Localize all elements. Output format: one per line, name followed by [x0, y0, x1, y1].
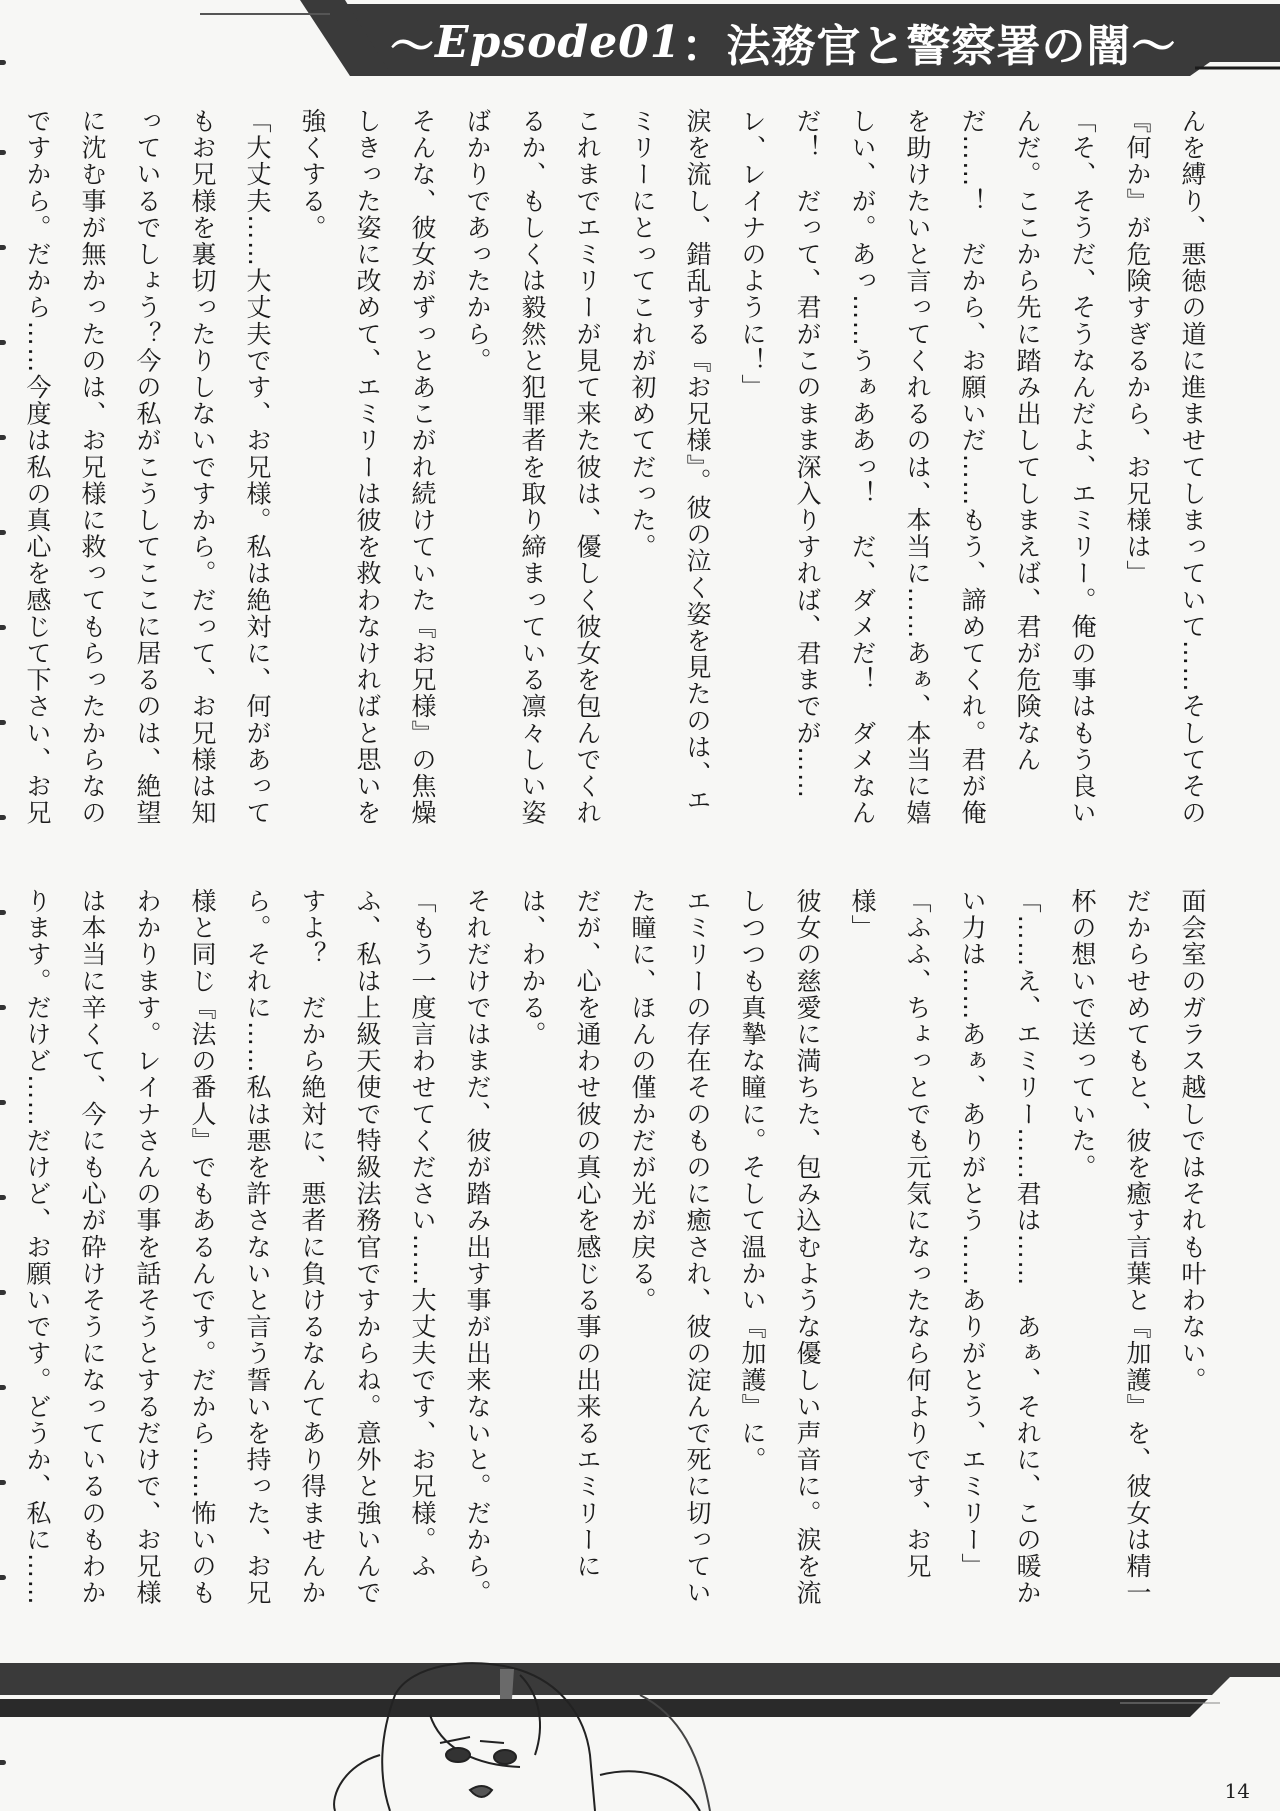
paragraph: だからせめてもと、彼を癒す言葉と『加護』を、彼女は精一杯の想いで送っていた。: [1068, 888, 1152, 1607]
paragraph: 「ふふ、ちょっとでも元気になったなら何よりです、お兄様」: [848, 888, 932, 1580]
body-text-lower: [23, 888, 1220, 1618]
paragraph: それだけではまだ、彼が踏み出す事が出来ないと。だから。: [463, 888, 492, 1607]
paragraph: 彼女の慈愛に満ちた、包み込むような優しい声音に。涙を流しつつも真摯な瞳に。そして温かい『加護』に。: [738, 888, 822, 1607]
paragraph: 「……え、エミリー……君は…… あぁ、それに、この暖かい力は……あぁ、ありがとう……ありがとう、エミリー」: [958, 888, 1042, 1607]
body-text-upper: [23, 108, 1220, 838]
paragraph: んを縛り、悪徳の道に進ませてしまっていて……そしてその『何か』が危険すぎるから、お兄様は」: [1123, 108, 1207, 827]
page-number: 14: [1224, 1779, 1250, 1803]
title-prefix: 〜: [390, 21, 435, 72]
paragraph: 面会室のガラス越しではそれも叶わない。: [1178, 888, 1207, 1394]
paragraph: 「大丈夫……大丈夫です、お兄様。私は絶対に、何があってもお兄様を裏切ったりしないですから。だって、お兄様は知っているでしょう？今の私がこうしてここに居るのは、絶望に沈む事が無かったのは、お兄様に救ってもらったからなのですから。だから……今度は私の真心を感じて下さい、お兄: [23, 108, 272, 827]
title-japanese: 法務官と警察署の闇: [726, 21, 1132, 72]
title-episode-number: Epsode01: [435, 16, 682, 68]
title-separator: ：: [681, 21, 727, 72]
episode-header: [0, 0, 1280, 80]
paragraph: だが、心を通わせ彼の真心を感じる事の出来るエミリーには、わかる。: [518, 888, 602, 1580]
paragraph: 涙を流し、錯乱する『お兄様』。彼の泣く姿を見たのは、エミリーにとってこれが初めてだった。: [628, 108, 712, 814]
paragraph: 「そ、そうだ、そうなんだよ、エミリー。俺の事はもう良いんだ。ここから先に踏み出してしまえば、君が危険なんだ……！ だから、お願いだ……もう、諦めてくれ。君が俺を助けたいと言ってくれるのは、本当に……あぁ、本当に嬉しい、が。あっ……うぁああっ！ だ、ダメだ！ ダメなんだ！ だって、君がこのまま深入りすれば、君までが……レ、レイナのように！」: [738, 108, 1097, 827]
title-suffix: 〜: [1131, 21, 1177, 72]
page-footer: [0, 1655, 1280, 1811]
paragraph: そんな、彼女がずっとあこがれ続けていた『お兄様』の焦燥しきった姿に改めて、エミリーは彼を救わなければと思いを強くする。: [298, 108, 437, 827]
paragraph: これまでエミリーが見て来た彼は、優しく彼女を包んでくれるか、もしくは毅然と犯罪者を取り締まっている凛々しい姿ばかりであったから。: [463, 108, 602, 827]
episode-title: [390, 12, 1177, 72]
paragraph: 「もう一度言わせてください……大丈夫です、お兄様。ふふ、私は上級天使で特級法務官ですからね。意外と強いんですよ？ だから絶対に、悪者に負けるなんてあり得ませんから。それに……私は悪を許さないと言う誓いを持った、お兄様と同じ『法の番人』でもあるんです。だから……怖いのもわかります。レイナさんの事を話そうとするだけで、お兄様は本当に辛くて、今にも心が砕けそうになっているのもわかります。だけど……だけど、お願いです。どうか、私に……: [23, 888, 437, 1607]
footer-banner-shape: [0, 1655, 1280, 1811]
paragraph: エミリーの存在そのものに癒され、彼の淀んで死に切っていた瞳に、ほんの僅かだが光が戻る。: [628, 888, 712, 1607]
